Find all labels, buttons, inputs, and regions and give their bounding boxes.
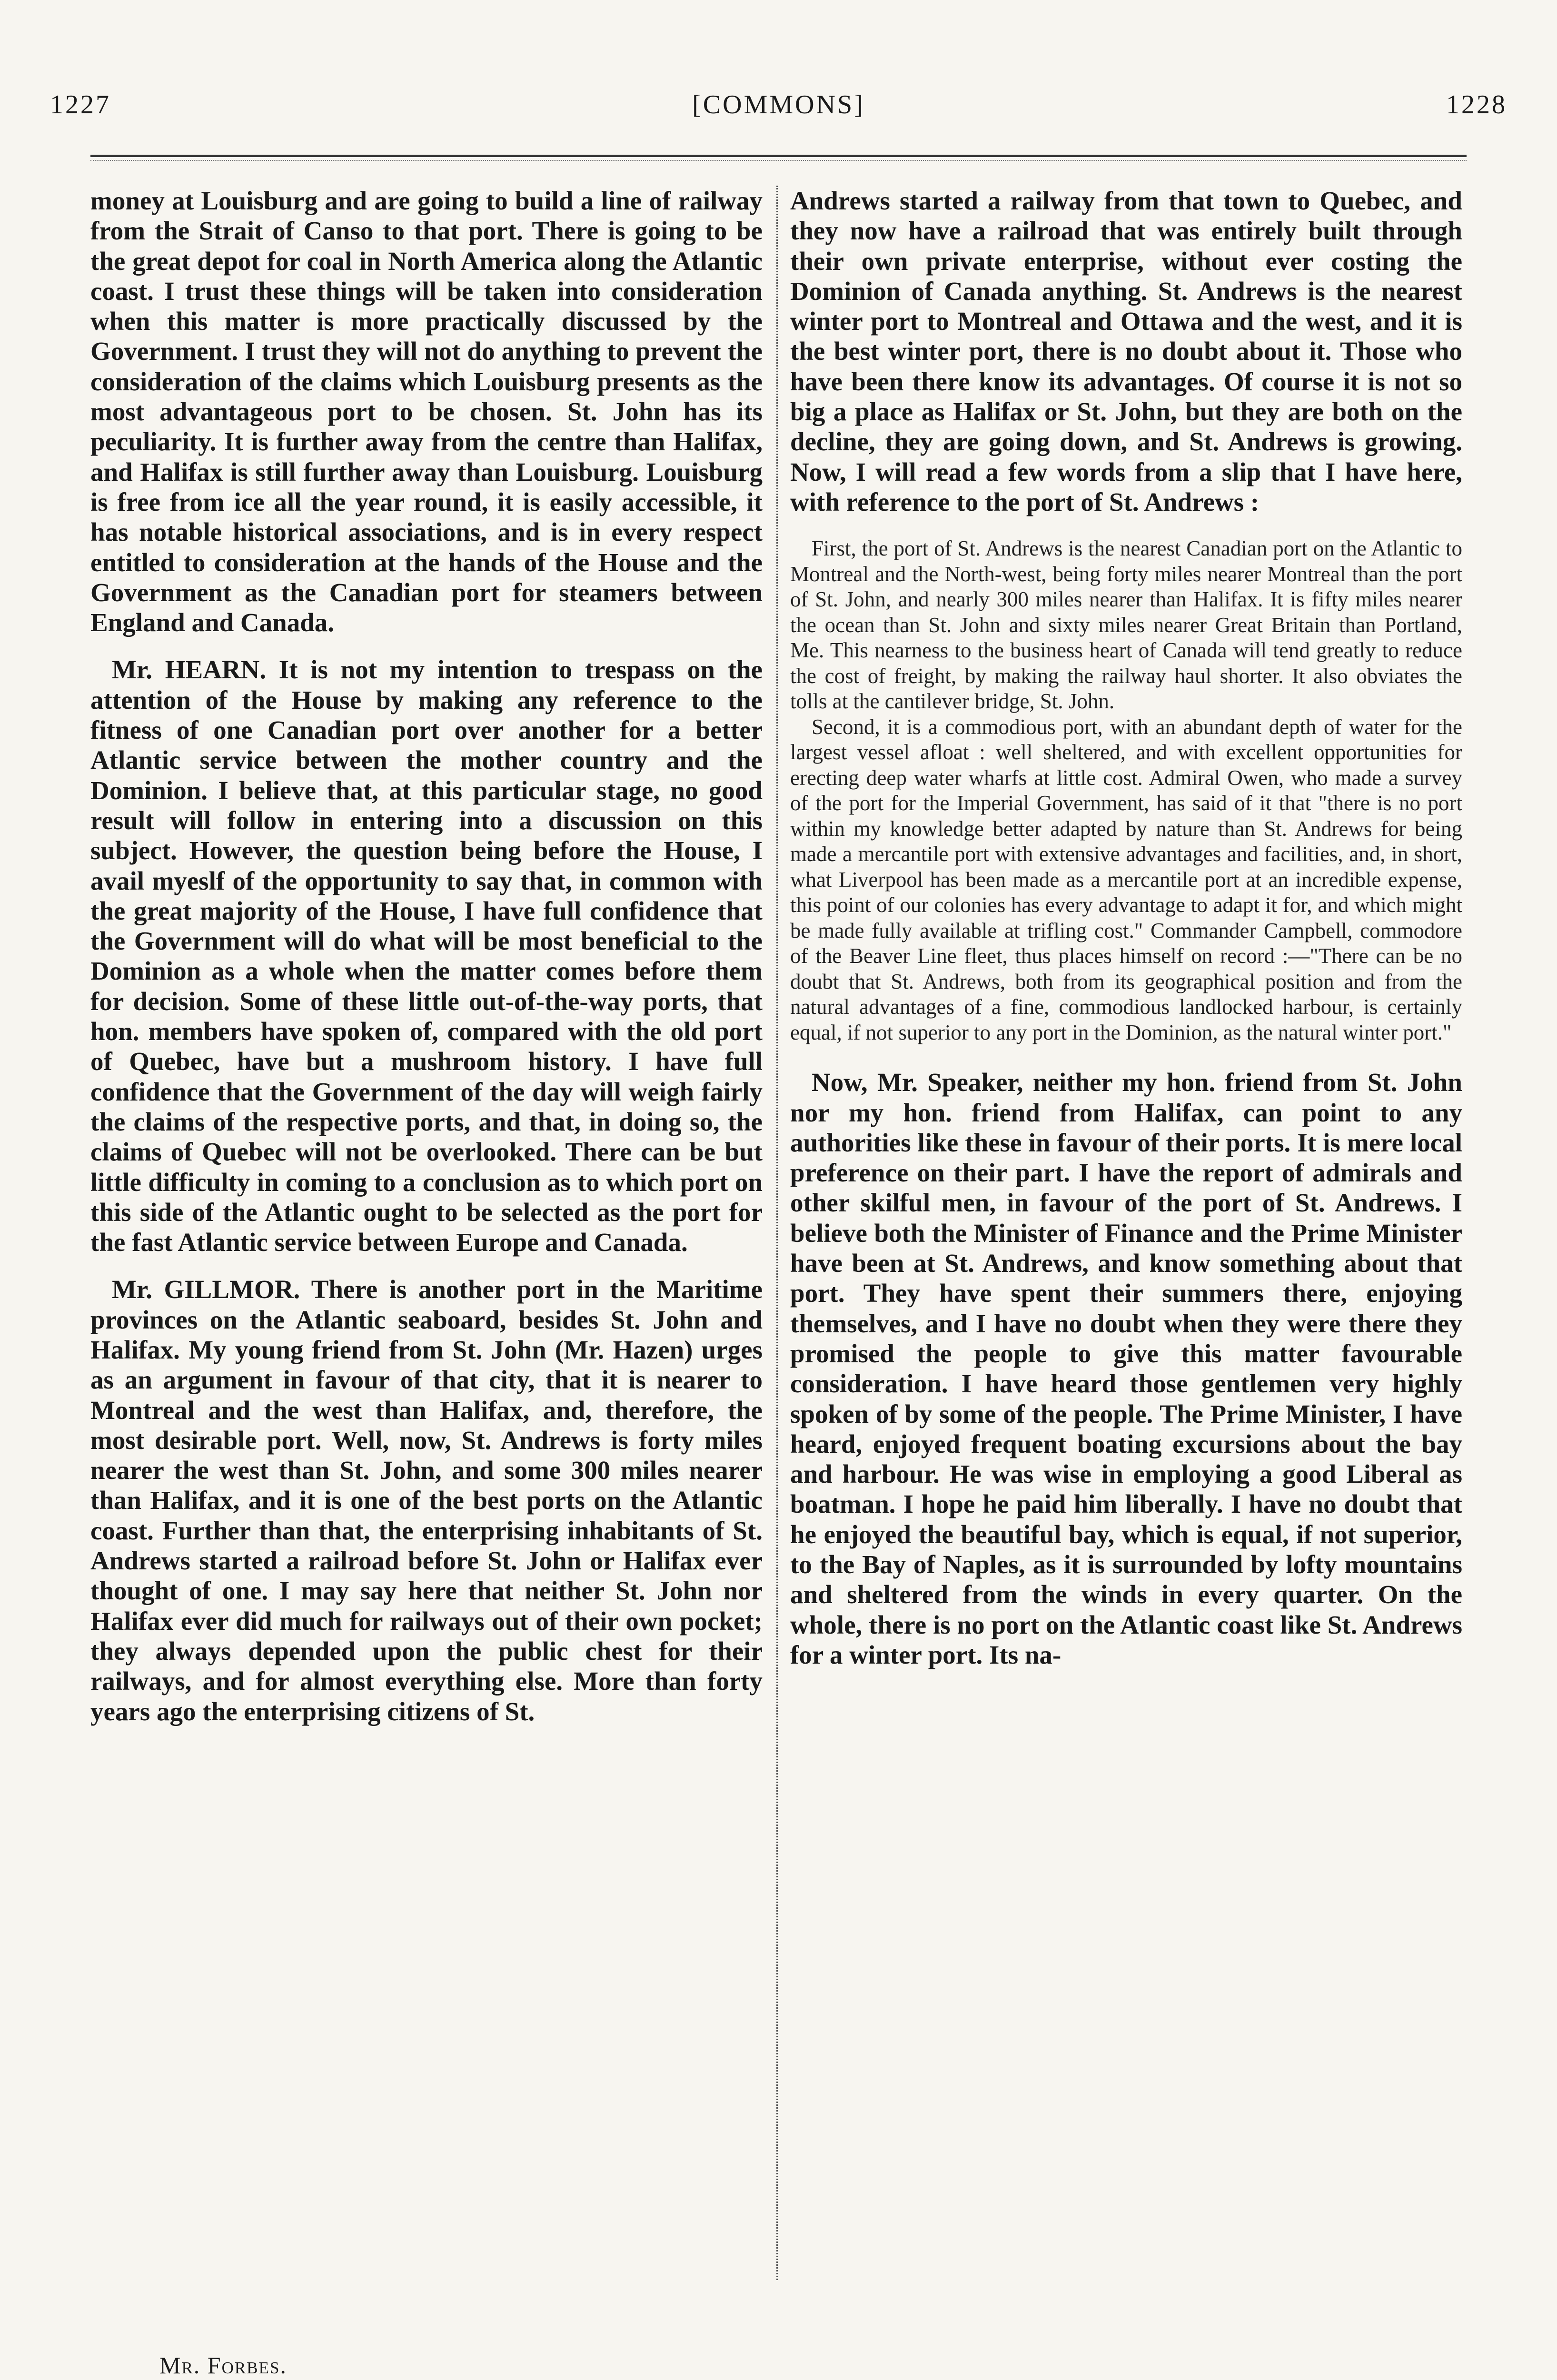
speech-gillmor — [90, 1274, 763, 1726]
speaker-name: Mr. HEARN. — [112, 655, 267, 684]
left-column — [90, 186, 763, 2337]
running-head — [50, 89, 1507, 128]
page-title: [COMMONS] — [692, 90, 865, 119]
speaker-name: Mr. GILLMOR. — [112, 1275, 300, 1304]
speech-hearn — [90, 654, 763, 1257]
paragraph: Andrews started a railway from that town to Quebec, and they now have a railroad that was entirely built through their own private enterprise, without ever costing the Dominion of Canada anything. St. Andrews is the nearest winter port to Montreal and Ottawa and the west, and it is the best winter port, there is no doubt about it. Those who have been there know its advantages. Of course it is not so big a place as Halifax or St. John, but they are both on the decline, they are going down, and St. Andrews is growing. Now, I will read a few words from a slip that I have here, with reference to the port of St. Andrews : — [790, 186, 1462, 516]
footer-signature: Mr. Forbes. — [159, 2352, 287, 2379]
speech-text: There is another port in the Maritime provinces on the Atlantic seaboard, besides St. John and Halifax. My young friend from St. John (Mr. Hazen) urges as an argument in favour of that city, that it is nearer to Montreal and the west than Halifax, and, therefore, the most desirable port. Well, now, St. Andrews is forty miles nearer the west than St. John, and some 300 miles nearer than Halifax, and it is one of the best ports on the Atlantic coast. Further than that, the enterprising inhabitants of St. Andrews started a railroad before St. John or Halifax ever thought of one. I may say here that neither St. John nor Halifax ever did much for railways out of their own pocket; they always depended upon the public chest for their railways, and for almost everything else. More than forty years ago the enterprising citizens of St. — [90, 1275, 763, 1726]
header-rule — [90, 155, 1467, 161]
right-page-number: 1228 — [1446, 90, 1507, 119]
quoted-passage: First, the port of St. Andrews is the nearest Canadian port on the Atlantic to Montreal and the North-west, being forty miles nearer Montreal than the port of St. John, and nearly 300 miles nearer than Halifax. It is fifty miles nearer the ocean than St. John and sixty miles nearer Great Britain than Portland, Me. This nearness to the business heart of Canada will tend greatly to reduce the cost of freight, by making the railway haul shorter. It also obviates the tolls at the cantilever bridge, St. John. — [790, 536, 1462, 714]
left-page-number: 1227 — [50, 90, 111, 119]
right-column — [790, 186, 1462, 2337]
column-divider — [776, 186, 778, 2280]
paragraph: Now, Mr. Speaker, neither my hon. friend from St. John nor my hon. friend from Halifax, can point to any authorities like these in favour of their ports. It is mere local preference on their part. I have the report of admirals and other skilful men, in favour of the port of St. Andrews. I believe both the Minister of Finance and the Prime Minister have been at St. Andrews, and know something about that port. They have spent their summers there, enjoying themselves, and I have no doubt when they were there they promised the people to give this matter favourable consideration. I have heard those gentlemen very highly spoken of by some of the people. The Prime Minister, I have heard, enjoyed frequent boating excursions about the bay and harbour. He was wise in employing a good Liberal as boatman. I hope he paid him liberally. I have no doubt that he enjoyed the beautiful bay, which is equal, if not superior, to the Bay of Naples, as it is surrounded by lofty mountains and sheltered from the winds in every quarter. On the whole, there is no port on the Atlantic coast like St. Andrews for a winter port. Its na- — [790, 1068, 1462, 1669]
text-columns — [90, 186, 1471, 2337]
paragraph: money at Louisburg and are going to build a line of railway from the Strait of Canso to that port. There is going to be the great depot for coal in North America along the Atlantic coast. I trust these things will be taken into consideration when this matter is more practically discussed by the Government. I trust they will not do anything to prevent the consideration of the claims which Louisburg presents as the most advantageous port to be chosen. St. John has its peculiarity. It is further away from the centre than Halifax, and Halifax is still further away than Louisburg. Louisburg is free from ice all the year round, it is easily accessible, it has notable historical associations, and is in every respect entitled to consideration at the hands of the House and the Government as the Canadian port for steamers between England and Canada. — [90, 186, 763, 637]
speech-text: It is not my intention to trespass on the attention of the House by making any reference to the fitness of one Canadian port over another for a better Atlantic service between the mother country and the Dominion. I believe that, at this particular stage, no good result will follow in entering into a discussion on this subject. However, the question being before the House, I avail myeslf of the opportunity to say that, in common with the great majority of the House, I have full confidence that the Government will do what will be most beneficial to the Dominion as a whole when the matter comes before them for decision. Some of these little out-of-the-way ports, that hon. members have spoken of, compared with the old port of Quebec, have but a mushroom history. I have full confidence that the Government of the day will weigh fairly the claims of the respective ports, and that, in doing so, the claims of Quebec will not be overlooked. There can be but little difficulty in coming to a conclusion as to which port on this side of the Atlantic ought to be selected as the port for the fast Atlantic service between Europe and Canada. — [90, 655, 763, 1257]
quoted-passage: Second, it is a commodious port, with an abundant depth of water for the largest vessel afloat : well sheltered, and with excellent opportunities for erecting deep water wharfs at little cost. Admiral Owen, who made a survey of the port for the Imperial Government, has said of it that "there is no port within my knowledge better adapted by nature than St. Andrews for being made a mercantile port with extensive advantages and facilities, and, in short, what Liverpool has been made as a mercantile port at an incredible expense, this point of our colonies has every advantage to adapt it for, and which might be made fully available at trifling cost." Commander Campbell, commodore of the Beaver Line fleet, thus places himself on record :—"There can be no doubt that St. Andrews, both from its geographical position and from the natural advantages of a fine, commodious landlocked harbour, is certainly equal, if not superior to any port in the Dominion, as the natural winter port." — [790, 714, 1462, 1044]
